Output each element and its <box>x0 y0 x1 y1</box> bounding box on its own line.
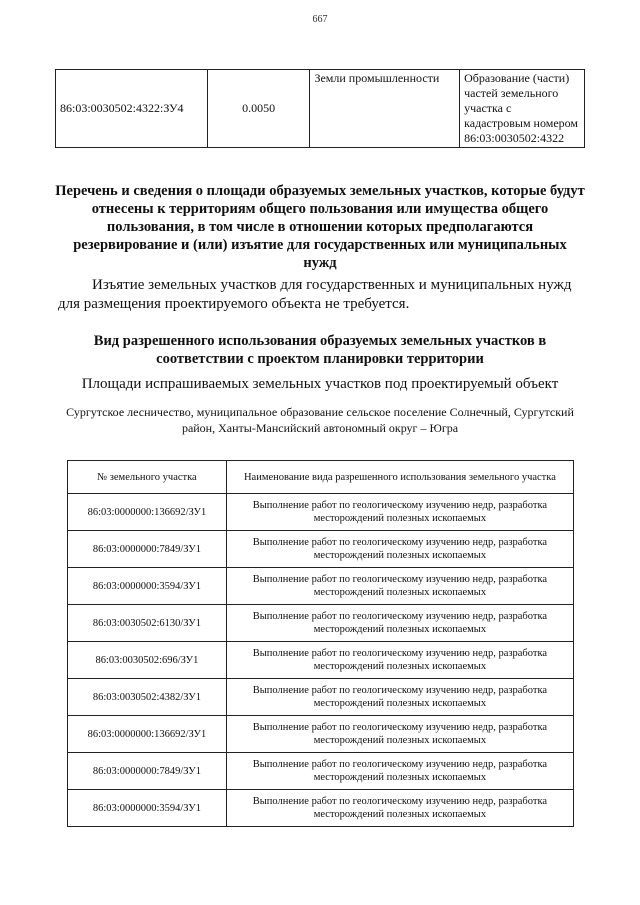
table-row <box>68 494 574 531</box>
plot-id-cell: 86:03:0000000:136692/ЗУ1 <box>68 716 227 753</box>
use-cell: Выполнение работ по геологическому изучению недр, разработка месторождений полезных ископаемых <box>226 790 573 827</box>
plot-id-cell: 86:03:0030502:4382/ЗУ1 <box>68 679 227 716</box>
use-cell: Выполнение работ по геологическому изучению недр, разработка месторождений полезных ископаемых <box>226 568 573 605</box>
use-cell: Выполнение работ по геологическому изучению недр, разработка месторождений полезных ископаемых <box>226 494 573 531</box>
table-row <box>68 753 574 790</box>
use-cell: Выполнение работ по геологическому изучению недр, разработка месторождений полезных ископаемых <box>226 753 573 790</box>
paragraph-withdrawal <box>58 276 583 314</box>
land-use-table <box>67 460 574 827</box>
plot-id-cell: 86:03:0000000:7849/ЗУ1 <box>68 753 227 790</box>
section-heading-usage: Вид разрешенного использования образуемых земельных участков в соответствии с проектом планировки территории <box>93 333 547 367</box>
area-cell: 0.0050 <box>207 70 310 148</box>
page-number: 667 <box>312 14 328 25</box>
plot-id-cell: 86:03:0000000:7849/ЗУ1 <box>68 531 227 568</box>
table-header-row <box>68 461 574 494</box>
table-row <box>68 790 574 827</box>
paragraph-text: Изъятие земельных участков для государственных и муниципальных нужд для размещения проектируемого объекта не требуется. <box>58 277 572 312</box>
table-row <box>68 531 574 568</box>
table-row <box>68 679 574 716</box>
use-cell: Выполнение работ по геологическому изучению недр, разработка месторождений полезных ископаемых <box>226 679 573 716</box>
top-table <box>55 69 585 148</box>
plot-id-cell: 86:03:0030502:6130/ЗУ1 <box>68 605 227 642</box>
table-row <box>56 70 585 148</box>
location-text: Сургутское лесничество, муниципальное образование сельское поселение Солнечный, Сургутский район, Ханты-Мансийский автономный округ – Югра <box>66 405 574 435</box>
plot-id-cell: 86:03:0000000:136692/ЗУ1 <box>68 494 227 531</box>
cadastral-id-cell: 86:03:0030502:4322:ЗУ4 <box>56 70 208 148</box>
note-cell: Образование (части) частей земельного участка с кадастровым номером 86:03:0030502:4322 <box>460 70 585 148</box>
use-cell: Выполнение работ по геологическому изучению недр, разработка месторождений полезных ископаемых <box>226 531 573 568</box>
plot-id-cell: 86:03:0000000:3594/ЗУ1 <box>68 568 227 605</box>
category-cell: Земли промышленности <box>310 70 460 148</box>
header-use-type: Наименование вида разрешенного использования земельного участка <box>226 461 573 494</box>
plot-id-cell: 86:03:0000000:3594/ЗУ1 <box>68 790 227 827</box>
table-row <box>68 568 574 605</box>
subheading-areas: Площади испрашиваемых земельных участков под проектируемый объект <box>81 376 559 392</box>
use-cell: Выполнение работ по геологическому изучению недр, разработка месторождений полезных ископаемых <box>226 642 573 679</box>
use-cell: Выполнение работ по геологическому изучению недр, разработка месторождений полезных ископаемых <box>226 605 573 642</box>
table-row <box>68 642 574 679</box>
section-heading-list: Перечень и сведения о площади образуемых земельных участков, которые будут отнесены к территориям общего пользования или имущества общего пользования, в том числе в отношении которых предполагаются резервирование и (или) изъятие для государственных или муниципальных нужд <box>55 183 585 271</box>
header-plot-number: № земельного участка <box>68 461 227 494</box>
use-cell: Выполнение работ по геологическому изучению недр, разработка месторождений полезных ископаемых <box>226 716 573 753</box>
plot-id-cell: 86:03:0030502:696/ЗУ1 <box>68 642 227 679</box>
table-row <box>68 605 574 642</box>
table-row <box>68 716 574 753</box>
